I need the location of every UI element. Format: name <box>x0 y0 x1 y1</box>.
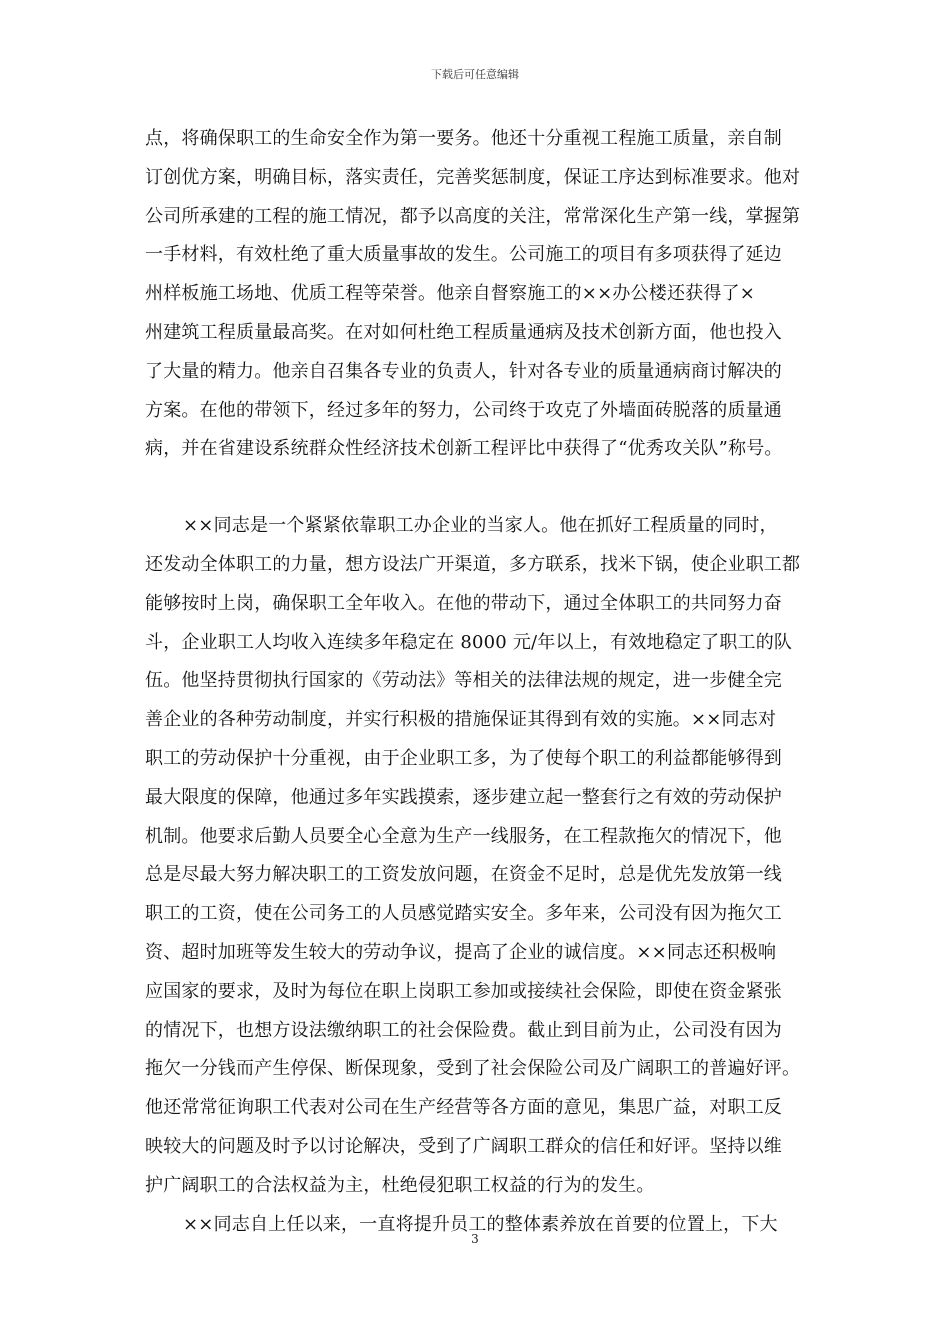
text-line: 机制。他要求后勤人员要全心全意为生产一线服务，在工程款拖欠的情况下，他 <box>145 825 782 847</box>
text-line: 的情况下，也想方设法缴纳职工的社会保险费。截止到目前为止，公司没有因为 <box>145 1019 782 1041</box>
page-number: 3 <box>471 1232 479 1246</box>
text-line: 伍。他坚持贯彻执行国家的《劳动法》等相关的法律法规的规定，进一步健全完 <box>145 670 782 692</box>
text-line: 映较大的问题及时予以讨论解决，受到了广阔职工群众的信任和好评。坚持以维 <box>145 1135 782 1157</box>
text-line: 职工的劳动保护十分重视，由于企业职工多，为了使每个职工的利益都能够得到 <box>145 747 782 769</box>
text-line: 职工的工资，使在公司务工的人员感觉踏实安全。多年来，公司没有因为拖欠工 <box>145 903 782 925</box>
paragraph-worker-welfare <box>145 507 809 1205</box>
text-line: 一手材料，有效杜绝了重大质量事故的发生。公司施工的项目有多项获得了延边 <box>145 244 782 266</box>
text-line: 还发动全体职工的力量，想方设法广开渠道，多方联系，找米下锅，使企业职工都 <box>145 553 801 575</box>
text-line: 资、超时加班等发生较大的劳动争议，提高了企业的诚信度。××同志还积极响 <box>145 941 777 963</box>
text-line: 州样板施工场地、优质工程等荣誉。他亲自督察施工的××办公楼还获得了× <box>145 283 756 305</box>
text-line: 能够按时上岗，确保职工全年收入。在他的带动下，通过全体职工的共同努力奋 <box>145 592 782 614</box>
text-line: 方案。在他的带领下，经过多年的努力，公司终于攻克了外墙面砖脱落的质量通 <box>145 399 782 421</box>
text-line: 总是尽最大努力解决职工的工资发放问题，在资金不足时，总是优先发放第一线 <box>145 864 782 886</box>
text-line: ××同志自上任以来，一直将提升员工的整体素养放在首要的位置上，下大 <box>183 1213 778 1235</box>
text-line: 斗，企业职工人均收入连续多年稳定在 8000 元/年以上，有效地稳定了职工的队 <box>145 631 793 653</box>
text-line: 护广阔职工的合法权益为主，杜绝侵犯职工权益的行为的发生。 <box>145 1174 655 1196</box>
text-line: 点，将确保职工的生命安全作为第一要务。他还十分重视工程施工质量，亲自制 <box>145 128 782 149</box>
text-line: ××同志是一个紧紧依靠职工办企业的当家人。他在抓好工程质量的同时， <box>183 515 778 537</box>
text-line: 州建筑工程质量最高奖。在对如何杜绝工程质量通病及技术创新方面，他也投入 <box>145 321 782 343</box>
text-line: 公司所承建的工程的施工情况，都予以高度的关注，常常深化生产第一线，掌握第 <box>145 205 801 227</box>
text-line: 病，并在省建设系统群众性经济技术创新工程评比中获得了“优秀攻关队”称号。 <box>145 438 783 460</box>
text-line: 订创优方案，明确目标，落实责任，完善奖惩制度，保证工序达到标准要求。他对 <box>145 166 801 188</box>
document-body <box>145 120 809 1244</box>
text-line: 了大量的精力。他亲自召集各专业的负责人，针对各专业的质量通病商讨解决的 <box>145 360 782 382</box>
text-line: 他还常常征询职工代表对公司在生产经营等各方面的意见，集思广益，对职工反 <box>145 1097 782 1119</box>
paragraph-quality-management <box>145 120 809 469</box>
page-header: 下载后可任意编辑 <box>431 68 519 81</box>
paragraph-gap <box>145 469 809 507</box>
text-line: 应国家的要求，及时为每位在职上岗职工参加或接续社会保险，即使在资金紧张 <box>145 980 782 1002</box>
text-line: 拖欠一分钱而产生停保、断保现象，受到了社会保险公司及广阔职工的普遍好评。 <box>145 1058 801 1080</box>
text-line: 善企业的各种劳动制度，并实行积极的措施保证其得到有效的实施。××同志对 <box>145 709 777 731</box>
text-line: 最大限度的保障，他通过多年实践摸索，逐步建立起一整套行之有效的劳动保护 <box>145 786 782 808</box>
